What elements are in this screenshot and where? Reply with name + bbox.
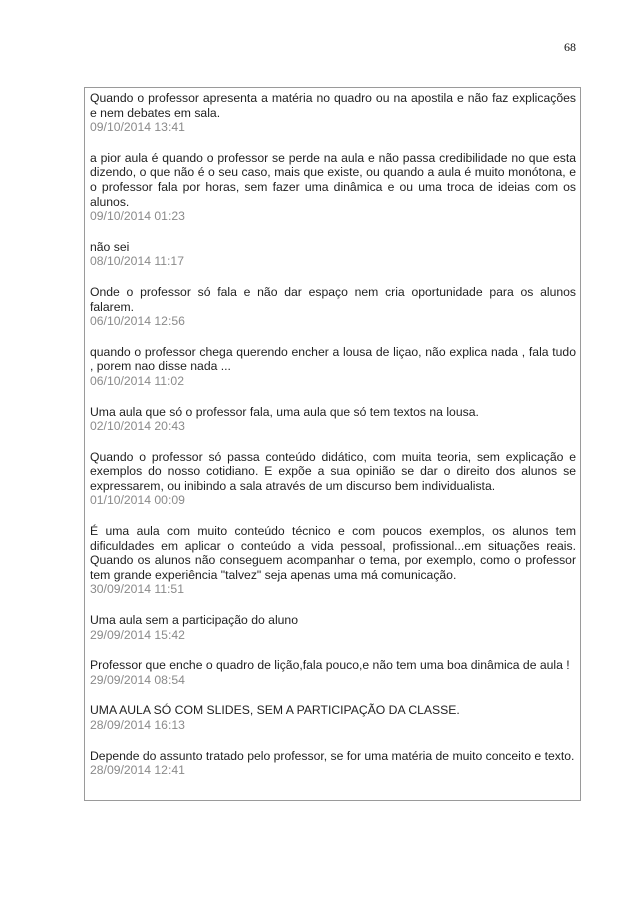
- comment-date: 06/10/2014 11:02: [90, 373, 184, 388]
- comment-text: UMA AULA SÓ COM SLIDES, SEM A PARTICIPAÇÃO DA CLASSE.: [90, 703, 460, 718]
- comment-date: 09/10/2014 13:41: [90, 120, 185, 135]
- comment-entry: [90, 405, 576, 434]
- comment-entry: [90, 345, 576, 389]
- comment-text: Professor que enche o quadro de lição,fala pouco,e não tem uma boa dinâmica de aula !: [90, 658, 570, 673]
- comment-entry: [90, 703, 576, 732]
- comment-entry: [90, 749, 576, 778]
- page-number: 68: [564, 40, 576, 54]
- comment-entry: [90, 524, 576, 597]
- comment-entry: [90, 91, 576, 135]
- comment-entry: [90, 285, 576, 329]
- comment-list: [84, 87, 581, 801]
- comment-date: 09/10/2014 01:23: [90, 209, 185, 224]
- comment-text: É uma aula com muito conteúdo técnico e com poucos exemplos, os alunos tem dificuldades em aplicar o conteúdo a vida pessoal, profissional...em situações reais. Quando os alunos não conseguem acompanhar o tema, por exemplo, como o professor tem grande experiência "talvez" seja apenas uma má comunicação.: [90, 524, 576, 582]
- comment-date: 28/09/2014 12:41: [90, 763, 185, 778]
- comment-entry: [90, 658, 576, 687]
- comment-text: Uma aula que só o professor fala, uma aula que só tem textos na lousa.: [90, 404, 479, 419]
- comment-text: não sei: [90, 239, 130, 254]
- comment-date: 01/10/2014 00:09: [90, 493, 185, 508]
- comment-date: 06/10/2014 12:56: [90, 314, 185, 329]
- comment-text: Onde o professor só fala e não dar espaço nem cria oportunidade para os alunos falarem.: [90, 284, 576, 314]
- comment-text: Quando o professor só passa conteúdo didático, com muita teoria, sem explicação e exemplos do nosso cotidiano. E expõe a sua opinião se dar o direito dos alunos se expressarem, ou inibindo a sala através de um discurso bem individualista.: [90, 449, 576, 493]
- comment-date: 28/09/2014 16:13: [90, 718, 185, 732]
- comment-text: a pior aula é quando o professor se perde na aula e não passa credibilidade no que esta dizendo, o que não é o seu caso, mais que existe, ou quando a aula é muito monótona, e o professor fala por horas, sem fazer uma dinâmica e ou uma troca de ideias com os alunos.: [90, 150, 576, 209]
- comment-text: Quando o professor apresenta a matéria no quadro ou na apostila e não faz explicações e nem debates em sala.: [90, 91, 576, 120]
- comment-date: 08/10/2014 11:17: [90, 254, 184, 269]
- comment-entry: [90, 240, 576, 269]
- comment-date: 29/09/2014 15:42: [90, 627, 185, 642]
- comment-date: 29/09/2014 08:54: [90, 672, 185, 687]
- comment-entry: [90, 613, 576, 642]
- comment-text: Depende do assunto tratado pelo professor, se for uma matéria de muito conceito e texto.: [90, 748, 575, 763]
- comment-date: 02/10/2014 20:43: [90, 419, 185, 434]
- comment-entry: [90, 151, 576, 224]
- comment-text: Uma aula sem a participação do aluno: [90, 613, 298, 628]
- comment-date: 30/09/2014 11:51: [90, 582, 184, 597]
- comment-entry: [90, 450, 576, 508]
- comment-text: quando o professor chega querendo encher a lousa de liçao, não explica nada , fala tudo , porem nao disse nada ...: [90, 344, 576, 374]
